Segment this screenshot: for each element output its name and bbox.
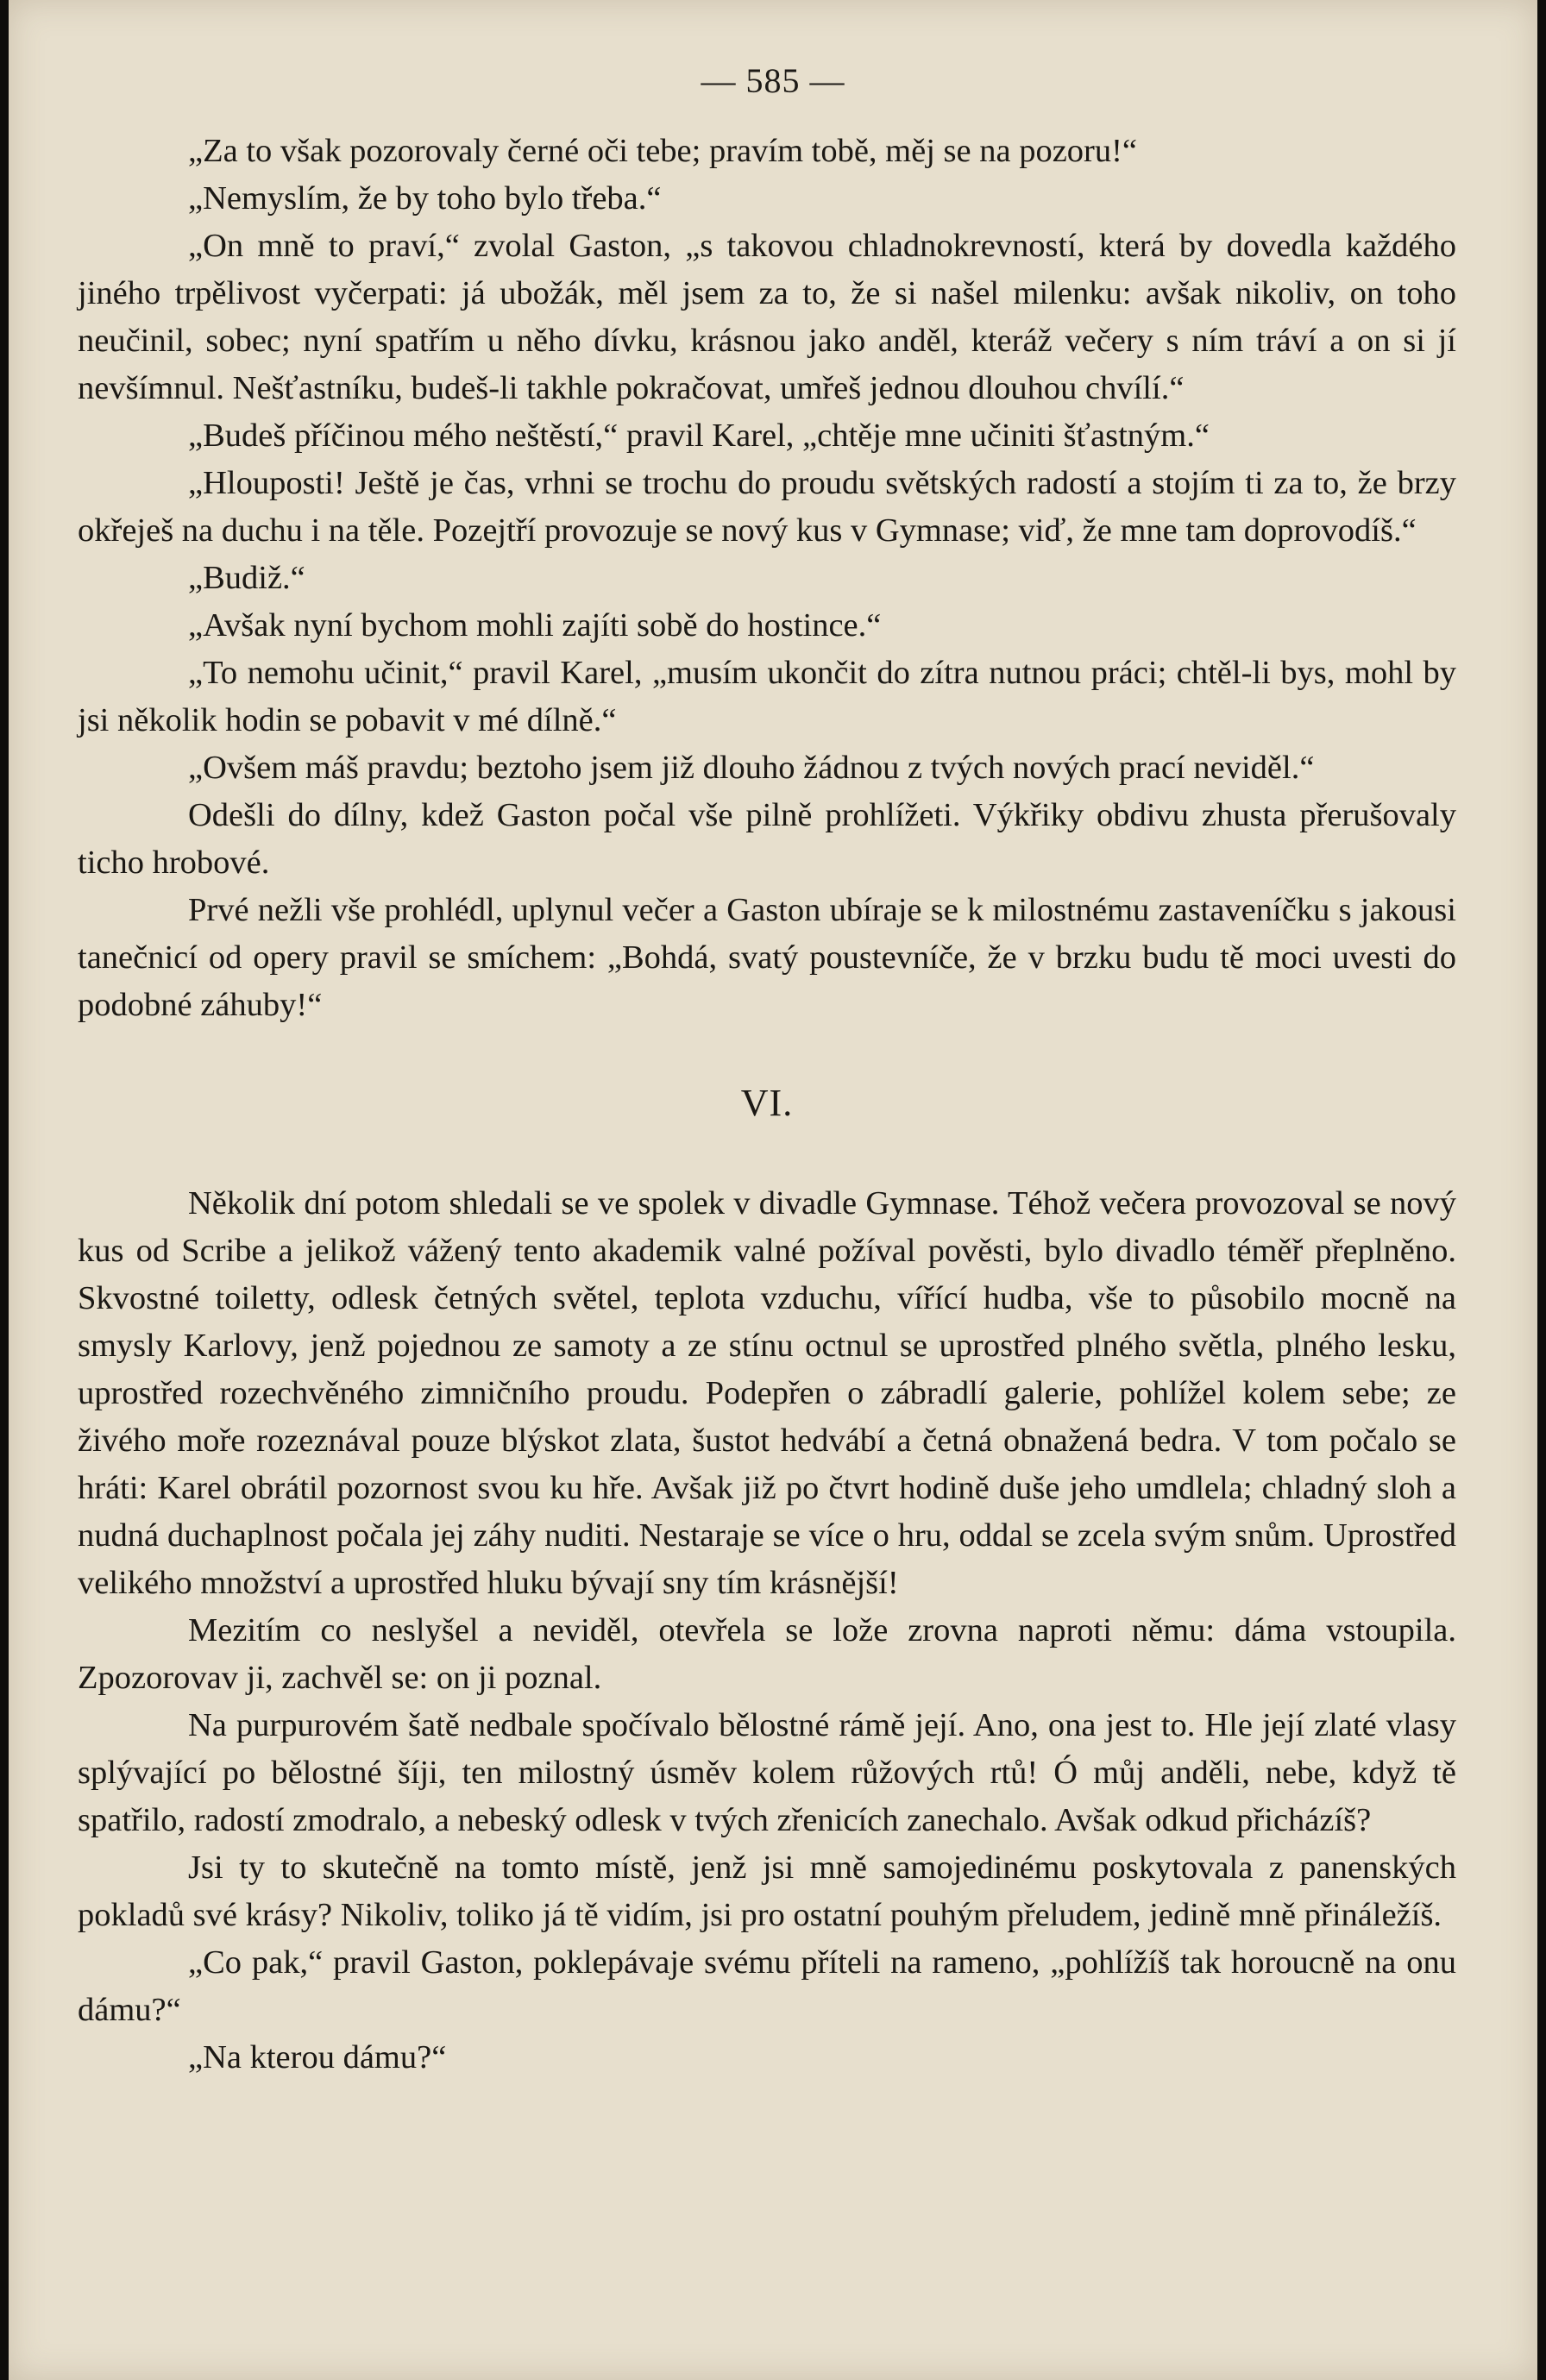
page-number: — 585 — (701, 61, 845, 100)
paragraph: „Avšak nyní bychom mohli zajíti sobě do hostince.“ (188, 607, 882, 644)
body-text (78, 128, 1456, 2082)
paragraph: Prvé nežli vše prohlédl, uplynul večer a Gaston ubíraje se k milostnému zastaveníčku s jakousi tanečnicí od opery pravil se smíchem: „Bohdá, svatý poustevníče, že v brzku budu tě moci uvesti do podobné záhuby!“ (78, 892, 1456, 1023)
book-page (9, 0, 1537, 2380)
paragraph: Jsi ty to skutečně na tomto místě, jenž jsi mně samojedinému poskytovala z panenských pokladů své krásy? Nikoliv, toliko já tě vidím, jsi pro ostatní pouhým přeludem, jedině mně přináležíš. (78, 1849, 1456, 1933)
section-heading: VI. (740, 1082, 794, 1124)
paragraph: „Hlouposti! Ještě je čas, vrhni se trochu do proudu světských radostí a stojím ti za to, že brzy okřeješ na duchu i na těle. Pozejtří provozuje se nový kus v Gymnase; viď, že mne tam doprovodíš.“ (78, 465, 1456, 549)
scan-right-border (1537, 0, 1546, 2380)
paragraph: „To nemohu učinit,“ pravil Karel, „musím ukončit do zítra nutnou práci; chtěl-li bys, mohl by jsi několik hodin se pobavit v mé dílně.“ (78, 655, 1456, 738)
paragraph: Odešli do dílny, kdež Gaston počal vše pilně prohlížeti. Výkřiky obdivu zhusta přerušovaly ticho hrobové. (78, 797, 1456, 881)
paragraph: Na purpurovém šatě nedbale spočívalo bělostné rámě její. Ano, ona jest to. Hle její zlaté vlasy splývající po bělostné šíji, ten milostný úsměv kolem růžových rtů! Ó můj anděli, nebe, když tě spatřilo, radostí zmodralo, a nebeský odlesk v tvých zřenicích zanechalo. Avšak odkud přicházíš? (78, 1707, 1456, 1838)
paragraph: Mezitím co neslyšel a neviděl, otevřela se lože zrovna naproti němu: dáma vstoupila. Zpozorovav ji, zachvěl se: on ji poznal. (78, 1612, 1456, 1696)
paragraph: „Za to však pozorovaly černé oči tebe; pravím tobě, měj se na pozoru!“ (188, 133, 1138, 169)
scan-left-border (0, 0, 9, 2380)
paragraph: „Ovšem máš pravdu; beztoho jsem již dlouho žádnou z tvých nových prací neviděl.“ (188, 750, 1315, 786)
paragraph: „Co pak,“ pravil Gaston, poklepávaje svému příteli na rameno, „pohlížíš tak horoucně na onu dámu?“ (78, 1944, 1456, 2028)
paragraph: „Budiž.“ (188, 560, 305, 596)
paragraph: „Na kterou dámu?“ (188, 2039, 447, 2075)
paragraph: „Nemyslím, že by toho bylo třeba.“ (188, 180, 662, 217)
paragraph: „On mně to praví,“ zvolal Gaston, „s takovou chladnokrevností, která by dovedla každého jiného trpělivost vyčerpati: já ubožák, měl jsem za to, že si našel milenku: avšak nikoliv, on toho neučinil, sobec; nyní spatřím u něho dívku, krásnou jako anděl, kteráž večery s ním tráví a on si jí nevšímnul. Nešťastníku, budeš-li takhle pokračovat, umřeš jednou dlouhou chvílí.“ (78, 228, 1456, 406)
paragraph: „Budeš příčinou mého neštěstí,“ pravil Karel, „chtěje mne učiniti šťastným.“ (188, 418, 1210, 454)
paragraph: Několik dní potom shledali se ve spolek v divadle Gymnase. Téhož večera provozoval se nový kus od Scribe a jelikož vážený tento akademik valné požíval pověsti, bylo divadlo téměř přeplněno. Skvostné toiletty, odlesk četných světel, teplota vzduchu, vířící hudba, vše to působilo mocně na smysly Karlovy, jenž pojednou ze samoty a ze stínu octnul se uprostřed plného světla, plného lesku, uprostřed rozechvěného zimničního proudu. Podepřen o zábradlí galerie, pohlížel kolem sebe; ze živého moře rozeznával pouze blýskot zlata, šustot hedvábí a četná obnažená bedra. V tom počalo se hráti: Karel obrátil pozornost svou ku hře. Avšak již po čtvrt hodině duše jeho umdlela; chladný sloh a nudná duchaplnost počala jej záhy nuditi. Nestaraje se více o hru, oddal se zcela svým snům. Uprostřed velikého množství a uprostřed hluku bývají sny tím krásnější! (78, 1185, 1456, 1601)
